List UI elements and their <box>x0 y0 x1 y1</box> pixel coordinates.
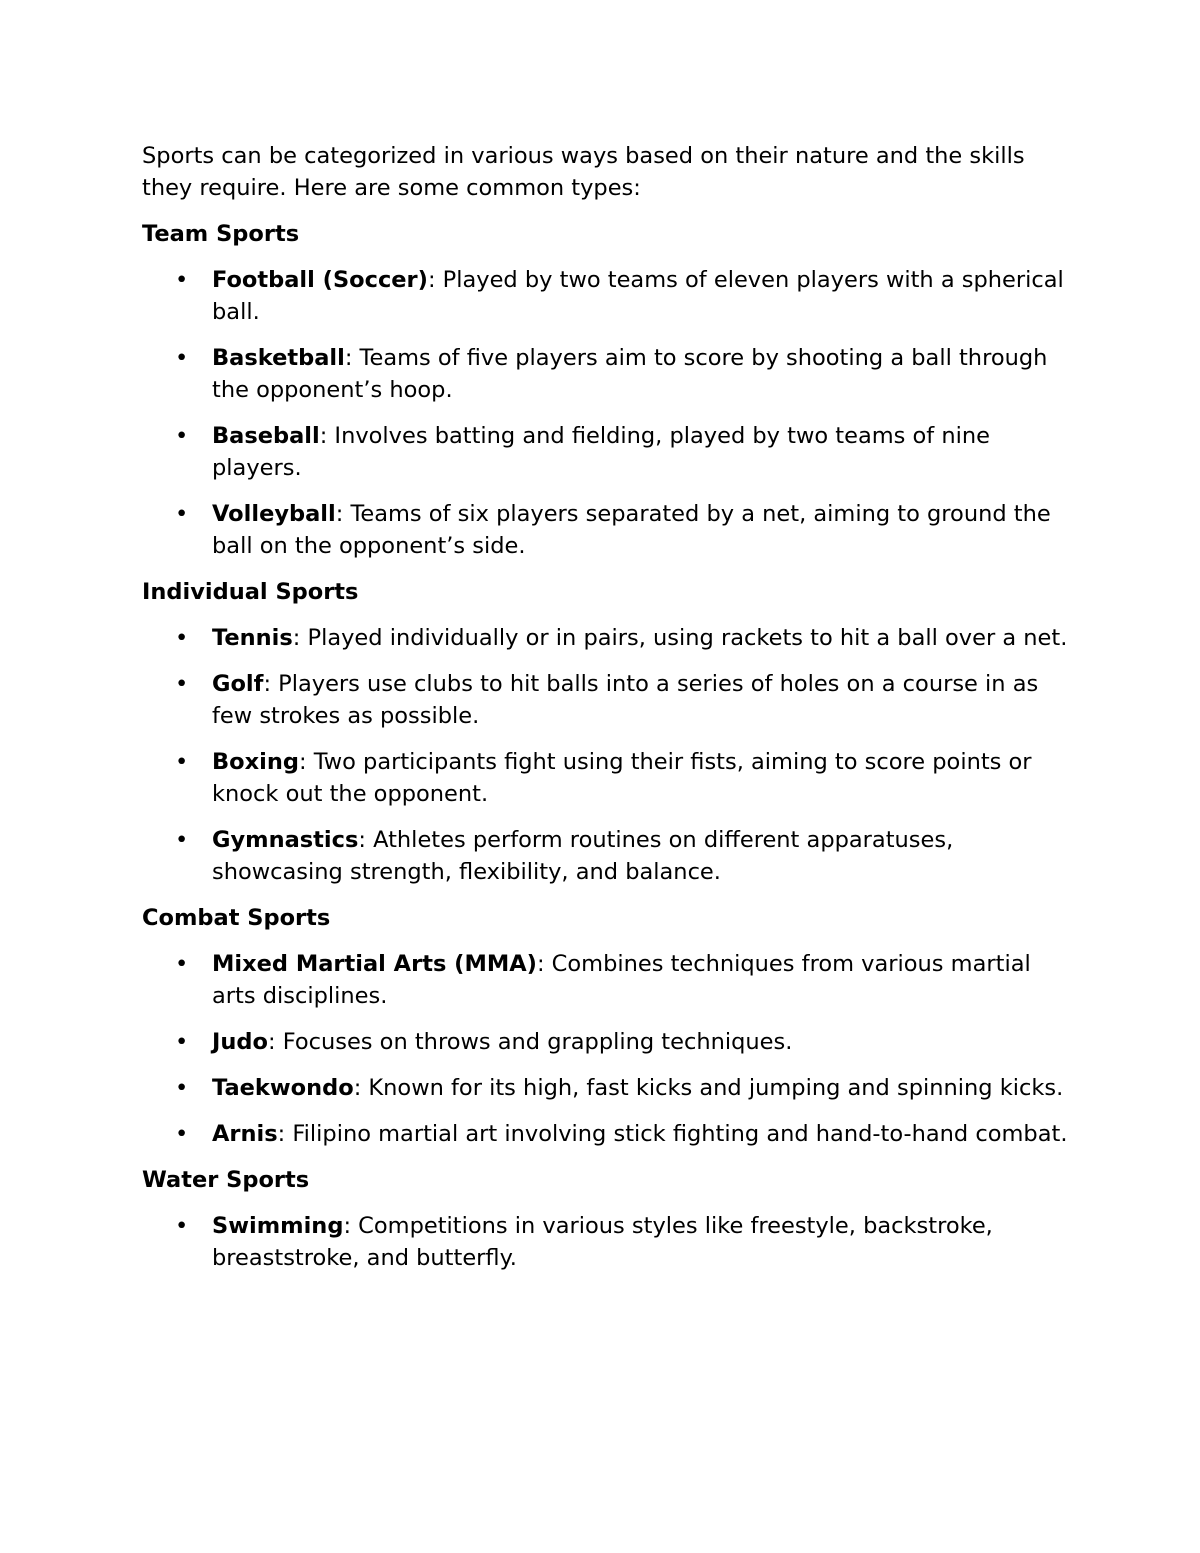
sport-description: : Two participants fight using their fists, aiming to score points or knock out the opponent. <box>212 749 1032 807</box>
sport-description: : Played by two teams of eleven players with a spherical ball. <box>212 267 1064 325</box>
sport-term: Baseball <box>212 423 320 449</box>
section-heading: Individual Sports <box>142 579 359 605</box>
bullet-icon: • <box>175 1213 189 1239</box>
sport-term: Tennis <box>212 625 293 651</box>
sport-description: : Players use clubs to hit balls into a series of holes on a course in as few strokes as possible. <box>212 671 1039 729</box>
sport-description: : Combines techniques from various martial arts disciplines. <box>212 951 1031 1009</box>
sport-term: Basketball <box>212 345 345 371</box>
section-individual-sports <box>142 576 1072 888</box>
sport-description: : Played individually or in pairs, using rackets to hit a ball over a net. <box>292 625 1068 651</box>
bullet-icon: • <box>175 267 189 293</box>
bullet-icon: • <box>175 1029 189 1055</box>
section-team-sports <box>142 218 1072 562</box>
section-heading: Combat Sports <box>142 905 331 931</box>
sport-term: Gymnastics <box>212 827 359 853</box>
sport-term: Arnis <box>212 1121 278 1147</box>
sport-description: : Teams of five players aim to score by shooting a ball through the opponent’s hoop. <box>212 345 1048 403</box>
bullet-icon: • <box>175 1121 189 1147</box>
bullet-icon: • <box>175 625 189 651</box>
document-page <box>142 140 1072 1288</box>
sport-description: : Teams of six players separated by a net, aiming to ground the ball on the opponent’s side. <box>212 501 1051 559</box>
sport-term: Boxing <box>212 749 299 775</box>
list-item <box>142 1118 1072 1150</box>
sport-description: : Competitions in various styles like freestyle, backstroke, breaststroke, and butterfly. <box>212 1213 993 1271</box>
section-heading: Water Sports <box>142 1167 310 1193</box>
section-combat-sports <box>142 902 1072 1150</box>
sport-list <box>142 622 1072 888</box>
sport-list <box>142 948 1072 1150</box>
list-item <box>142 420 1072 484</box>
sport-term: Taekwondo <box>212 1075 354 1101</box>
list-item <box>142 498 1072 562</box>
sport-description: : Known for its high, fast kicks and jumping and spinning kicks. <box>353 1075 1064 1101</box>
bullet-icon: • <box>175 1075 189 1101</box>
sport-description: : Involves batting and fielding, played by two teams of nine players. <box>212 423 990 481</box>
intro-paragraph: Sports can be categorized in various ways based on their nature and the skills they require. Here are some common types: <box>142 143 1025 201</box>
sport-description: : Focuses on throws and grappling techniques. <box>267 1029 793 1055</box>
sport-term: Volleyball <box>212 501 336 527</box>
bullet-icon: • <box>175 951 189 977</box>
sport-description: : Filipino martial art involving stick fighting and hand-to-hand combat. <box>277 1121 1068 1147</box>
bullet-icon: • <box>175 423 189 449</box>
list-item <box>142 342 1072 406</box>
bullet-icon: • <box>175 345 189 371</box>
list-item <box>142 1072 1072 1104</box>
list-item <box>142 1026 1072 1058</box>
bullet-icon: • <box>175 671 189 697</box>
sport-list <box>142 264 1072 562</box>
list-item <box>142 668 1072 732</box>
bullet-icon: • <box>175 827 189 853</box>
bullet-icon: • <box>175 501 189 527</box>
section-heading: Team Sports <box>142 221 300 247</box>
sport-description: : Athletes perform routines on different apparatuses, showcasing strength, flexibility, and balance. <box>212 827 954 885</box>
bullet-icon: • <box>175 749 189 775</box>
list-item <box>142 948 1072 1012</box>
sport-term: Mixed Martial Arts (MMA) <box>212 951 537 977</box>
sport-list <box>142 1210 1072 1274</box>
sport-term: Football (Soccer) <box>212 267 428 293</box>
list-item <box>142 824 1072 888</box>
section-water-sports <box>142 1164 1072 1274</box>
sport-term: Judo <box>212 1029 268 1055</box>
list-item <box>142 622 1072 654</box>
sport-term: Swimming <box>212 1213 344 1239</box>
list-item <box>142 264 1072 328</box>
list-item <box>142 1210 1072 1274</box>
list-item <box>142 746 1072 810</box>
sport-term: Golf <box>212 671 264 697</box>
